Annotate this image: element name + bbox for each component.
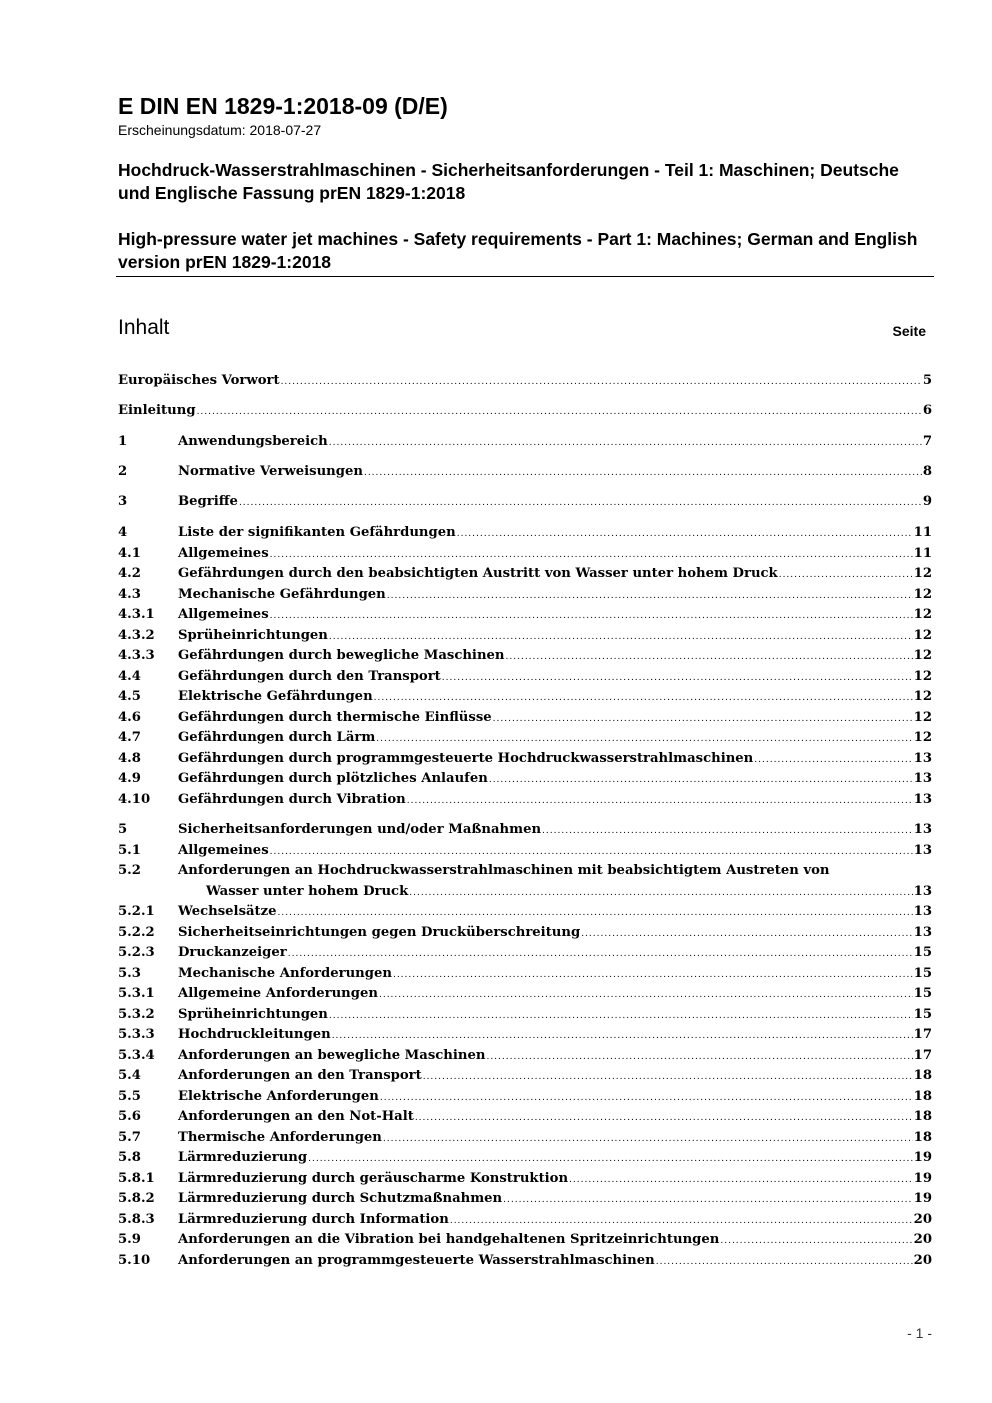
toc-entry-label: Lärmreduzierung durch geräuscharme Konstruktion (178, 1170, 569, 1186)
toc-entry-number: 5.8.2 (118, 1191, 155, 1206)
toc-entry[interactable] (118, 1087, 932, 1108)
toc-entry-number: 4.2 (118, 566, 141, 581)
toc-entry[interactable] (118, 646, 932, 667)
toc-entry-label: Sicherheitsanforderungen und/oder Maßnahmen (178, 822, 542, 837)
toc-entry-number: 5.9 (118, 1232, 141, 1247)
toc-entry-number: 5.2.3 (118, 945, 155, 960)
toc-entry[interactable] (118, 749, 932, 770)
toc-page-column-label: Seite (892, 323, 926, 339)
toc-leader-dots (376, 729, 912, 750)
toc-entry-page: 18 (913, 1068, 932, 1083)
toc-entry-page: 8 (922, 464, 932, 479)
toc-entry[interactable] (118, 841, 932, 862)
toc-leader-dots (270, 545, 913, 566)
toc-entry-number: 5.2 (118, 863, 141, 878)
toc-entry-label: Mechanische Anforderungen (178, 965, 392, 981)
toc-entry-number: 5.8.1 (118, 1170, 155, 1186)
toc-entry-label: Allgemeine Anforderungen (178, 986, 378, 1001)
toc-entry-page: 18 (913, 1088, 932, 1104)
toc-entry-page: 13 (913, 771, 932, 786)
toc-entry[interactable] (118, 585, 932, 606)
toc-leader-dots (656, 1252, 913, 1273)
toc-entry-label: Elektrische Gefährdungen (178, 689, 373, 704)
toc-entry-number: 5.2.1 (118, 904, 155, 919)
toc-entry[interactable] (118, 728, 932, 749)
toc-entry-number: 4.4 (118, 668, 141, 684)
toc-entry-label: Lärmreduzierung (178, 1150, 308, 1165)
toc-entry-page: 18 (913, 1109, 932, 1124)
toc-entry-page: 6 (922, 403, 932, 418)
toc-entry-number: 5.3.3 (118, 1027, 155, 1042)
toc-entry[interactable] (118, 923, 932, 944)
toc-entry[interactable] (118, 943, 932, 964)
toc-entry-number: 5.3 (118, 965, 141, 981)
toc-entry[interactable] (118, 1005, 932, 1026)
toc-entry-page: 20 (913, 1232, 932, 1247)
toc-leader-dots (387, 586, 913, 607)
toc-entry-label: Anwendungsbereich (178, 434, 328, 449)
toc-entry[interactable] (118, 605, 932, 626)
toc-entry-label: Gefährdungen durch Lärm (178, 730, 376, 745)
toc-entry-label: Allgemeines (178, 545, 269, 561)
toc-entry-label: Liste der signifikanten Gefährdungen (178, 525, 456, 540)
toc-entry-label: Mechanische Gefährdungen (178, 586, 386, 602)
toc-entry-number: 5.3.4 (118, 1047, 155, 1063)
toc-entry-page: 12 (913, 607, 932, 622)
toc-entry-number: 5.4 (118, 1068, 141, 1083)
toc-entry[interactable] (118, 626, 932, 647)
toc-entry[interactable] (118, 1210, 932, 1231)
toc-entry[interactable] (118, 492, 932, 513)
toc-leader-dots (506, 647, 913, 668)
toc-leader-dots (493, 709, 913, 730)
toc-entry-number: 1 (118, 434, 128, 449)
toc-entry[interactable] (118, 1128, 932, 1149)
toc-entry-label: Druckanzeiger (178, 945, 287, 960)
toc-leader-dots (754, 750, 912, 771)
toc-leader-dots (270, 606, 913, 627)
toc-entry[interactable] (118, 902, 932, 923)
toc-entry-label: Gefährdungen durch thermische Einflüsse (178, 709, 492, 725)
toc-entry-label: Gefährdungen durch bewegliche Maschinen (178, 648, 505, 663)
toc-entry-number: 5.1 (118, 842, 141, 858)
toc-entry-label: Anforderungen an bewegliche Maschinen (178, 1047, 486, 1063)
toc-entry-page: 12 (913, 627, 932, 643)
toc-entry-page: 5 (922, 373, 932, 388)
toc-entry[interactable] (118, 667, 932, 688)
toc-entry-label: Anforderungen an den Not-Halt (178, 1109, 414, 1124)
toc-entry-label: Gefährdungen durch den beabsichtigten Austritt von Wasser unter hohem Druck (178, 566, 778, 581)
toc-leader-dots (270, 842, 913, 863)
title-english: High-pressure water jet machines - Safety requirements - Part 1: Machines; German and English version prEN 1829-1:2018 (118, 229, 918, 272)
toc-entry-number: 4.3.1 (118, 607, 155, 622)
toc-entry-page: 12 (913, 668, 932, 684)
toc-leader-dots (569, 1170, 913, 1191)
toc-leader-dots (581, 924, 912, 945)
toc-entry-label: Gefährdungen durch Vibration (178, 791, 406, 807)
toc-entry-page: 13 (913, 924, 932, 940)
toc-entry-page: 17 (913, 1047, 932, 1063)
title-german: Hochdruck-Wasserstrahlmaschinen - Sicherheitsanforderungen - Teil 1: Maschinen; Deutsche und Englische Fassung prEN 1829-1:2018 (118, 160, 899, 203)
toc-entry-page: 9 (922, 494, 932, 509)
toc-entry[interactable] (118, 1169, 932, 1190)
toc-entry-page: 18 (913, 1129, 932, 1145)
toc-entry[interactable] (118, 1025, 932, 1046)
toc-entry-page: 20 (913, 1252, 932, 1268)
toc-entry-number: 5.3.2 (118, 1006, 155, 1022)
toc-leader-dots (442, 668, 913, 689)
toc-entry-page: 13 (913, 883, 932, 899)
toc-entry-label: Gefährdungen durch plötzliches Anlaufen (178, 771, 488, 786)
toc-entry-label: Normative Verweisungen (178, 464, 363, 479)
toc-entry[interactable] (118, 984, 932, 1005)
toc-leader-dots (308, 1149, 913, 1170)
toc-leader-dots (379, 985, 913, 1006)
toc-entry[interactable] (118, 432, 932, 453)
toc-entry[interactable] (118, 1251, 932, 1272)
toc-heading (118, 314, 926, 344)
toc-entry-label: Begriffe (178, 494, 238, 509)
toc-leader-dots (423, 1067, 913, 1088)
toc-leader-dots (393, 965, 913, 986)
toc-entry-page: 11 (913, 545, 932, 561)
toc-entry-page: 20 (913, 1211, 932, 1227)
toc-entry-label: Wechselsätze (178, 904, 277, 919)
toc-entry-label: Anforderungen an programmgesteuerte Wasserstrahlmaschinen (178, 1252, 655, 1268)
toc-entry-number: 4.5 (118, 689, 141, 704)
toc-entry-label: Gefährdungen durch den Transport (178, 668, 441, 684)
toc-entry-label: Hochdruckleitungen (178, 1027, 331, 1042)
toc-leader-dots (489, 770, 913, 791)
toc-entry-page: 12 (913, 648, 932, 663)
toc-leader-dots (415, 1108, 913, 1129)
toc-leader-dots (383, 1129, 913, 1150)
toc-leader-dots (288, 944, 913, 965)
toc-leader-dots (542, 821, 913, 842)
toc-leader-dots (779, 565, 913, 586)
toc-entry-page: 13 (913, 842, 932, 858)
toc-entry-page: 13 (913, 791, 932, 807)
toc-entry-page: 15 (913, 965, 932, 981)
toc-entry-label: Einleitung (118, 403, 196, 418)
toc-entry[interactable] (118, 371, 932, 392)
toc-entry-label: Sprüheinrichtungen (178, 627, 328, 643)
toc-entry-page: 12 (913, 709, 932, 725)
header-divider (116, 276, 934, 277)
toc-entry[interactable] (118, 769, 932, 790)
toc-leader-dots (407, 791, 913, 812)
toc-entry-page: 19 (913, 1150, 932, 1165)
toc-leader-dots (278, 903, 913, 924)
toc-entry-number: 5.8.3 (118, 1211, 155, 1227)
toc-entry-label: Anforderungen an Hochdruckwasserstrahlmaschinen mit beabsichtigtem Austreten von (178, 863, 830, 878)
toc-leader-dots (281, 372, 922, 393)
toc-entry-number: 5.2.2 (118, 924, 155, 940)
toc-entry-number: 4.10 (118, 791, 151, 807)
toc-entry[interactable] (118, 564, 932, 585)
toc-entry[interactable] (118, 1148, 932, 1169)
toc-leader-dots (450, 1211, 913, 1232)
toc-entry-number: 5.7 (118, 1129, 141, 1145)
document-id: E DIN EN 1829-1:2018-09 (D/E) (118, 93, 448, 119)
toc-leader-dots (329, 627, 913, 648)
toc-title: Inhalt (118, 316, 170, 339)
toc-entry-page: 7 (922, 434, 932, 449)
toc-entry-number: 4.3 (118, 586, 141, 602)
toc-entry-number: 4.3.3 (118, 648, 155, 663)
toc-entry[interactable] (118, 1046, 932, 1067)
toc-entry-label-continued: Wasser unter hohem Druck (206, 883, 409, 899)
toc-entry-page: 12 (913, 689, 932, 704)
toc-leader-dots (197, 402, 922, 423)
toc-entry-label: Thermische Anforderungen (178, 1129, 382, 1145)
toc-leader-dots (239, 493, 922, 514)
toc-entry-number: 5.8 (118, 1150, 141, 1165)
toc-entry-number: 5.6 (118, 1109, 141, 1124)
toc-entry[interactable] (118, 964, 932, 985)
toc-entry-label: Lärmreduzierung durch Schutzmaßnahmen (178, 1191, 503, 1206)
toc-entry-label: Anforderungen an den Transport (178, 1068, 422, 1083)
toc-entry-label: Anforderungen an die Vibration bei handgehaltenen Spritzeinrichtungen (178, 1232, 720, 1247)
toc-entry-page: 13 (913, 822, 932, 837)
toc-entry-page: 11 (913, 525, 932, 540)
toc-entry-label: Europäisches Vorwort (118, 373, 280, 388)
toc-leader-dots (409, 883, 912, 904)
toc-entry-label: Gefährdungen durch programmgesteuerte Hochdruckwasserstrahlmaschinen (178, 750, 754, 766)
toc-entry-number: 5 (118, 822, 128, 837)
toc-entry-label: Sprüheinrichtungen (178, 1006, 328, 1022)
toc-entry[interactable] (118, 1230, 932, 1251)
toc-entry[interactable] (118, 1107, 932, 1128)
toc-entry-page: 19 (913, 1191, 932, 1206)
toc-entry-number: 5.3.1 (118, 986, 155, 1001)
toc-entry[interactable] (118, 790, 932, 811)
toc-entry-page: 12 (913, 566, 932, 581)
toc-entry-label: Lärmreduzierung durch Information (178, 1211, 449, 1227)
toc-entry-page: 17 (913, 1027, 932, 1042)
toc-entry-page: 19 (913, 1170, 932, 1186)
toc-entry[interactable] (118, 1066, 932, 1087)
toc-entry-number: 4.8 (118, 750, 141, 766)
toc-leader-dots (332, 1026, 913, 1047)
toc-entry[interactable] (118, 861, 932, 902)
toc-leader-dots (329, 433, 922, 454)
toc-entry-page: 15 (913, 1006, 932, 1022)
toc-entry[interactable] (118, 708, 932, 729)
toc-entry[interactable] (118, 544, 932, 565)
toc-entry-page: 12 (913, 730, 932, 745)
toc-leader-dots (329, 1006, 913, 1027)
toc-leader-dots (374, 688, 913, 709)
toc-entry-number: 3 (118, 494, 128, 509)
toc-entry-number: 4.7 (118, 730, 141, 745)
toc-leader-dots (364, 463, 922, 484)
toc-entry[interactable] (118, 1189, 932, 1210)
toc-leader-dots (720, 1231, 912, 1252)
toc-entry-label: Allgemeines (178, 607, 269, 622)
toc-entry-number: 5.10 (118, 1252, 151, 1268)
toc-entry-label: Allgemeines (178, 842, 269, 858)
toc-entry-label: Elektrische Anforderungen (178, 1088, 379, 1104)
toc-entry[interactable] (118, 820, 932, 841)
toc-entry-number: 4 (118, 525, 128, 540)
toc-leader-dots (380, 1088, 913, 1109)
issue-date: Erscheinungsdatum: 2018-07-27 (118, 122, 322, 138)
toc-entry-number: 4.6 (118, 709, 141, 725)
toc-entry-page: 12 (913, 586, 932, 602)
toc-entry-page: 13 (913, 904, 932, 919)
toc-leader-dots (457, 524, 913, 545)
toc-entry[interactable] (118, 523, 932, 544)
toc-entry-number: 4.9 (118, 771, 141, 786)
page-number: - 1 - (907, 1325, 932, 1341)
toc-entry-number: 2 (118, 464, 128, 479)
toc-leader-dots (486, 1047, 912, 1068)
toc-entry-page: 15 (913, 945, 932, 960)
toc-entry-number: 4.1 (118, 545, 141, 561)
toc-entry-number: 5.5 (118, 1088, 141, 1104)
toc-entry-page: 13 (913, 750, 932, 766)
toc-entry[interactable] (118, 462, 932, 483)
toc-entry-label: Sicherheitseinrichtungen gegen Drucküberschreitung (178, 924, 581, 940)
toc-entry-page: 15 (913, 986, 932, 1001)
toc-entry[interactable] (118, 401, 932, 422)
toc-entry-number: 4.3.2 (118, 627, 155, 643)
toc-leader-dots (503, 1190, 913, 1211)
toc-entry[interactable] (118, 687, 932, 708)
